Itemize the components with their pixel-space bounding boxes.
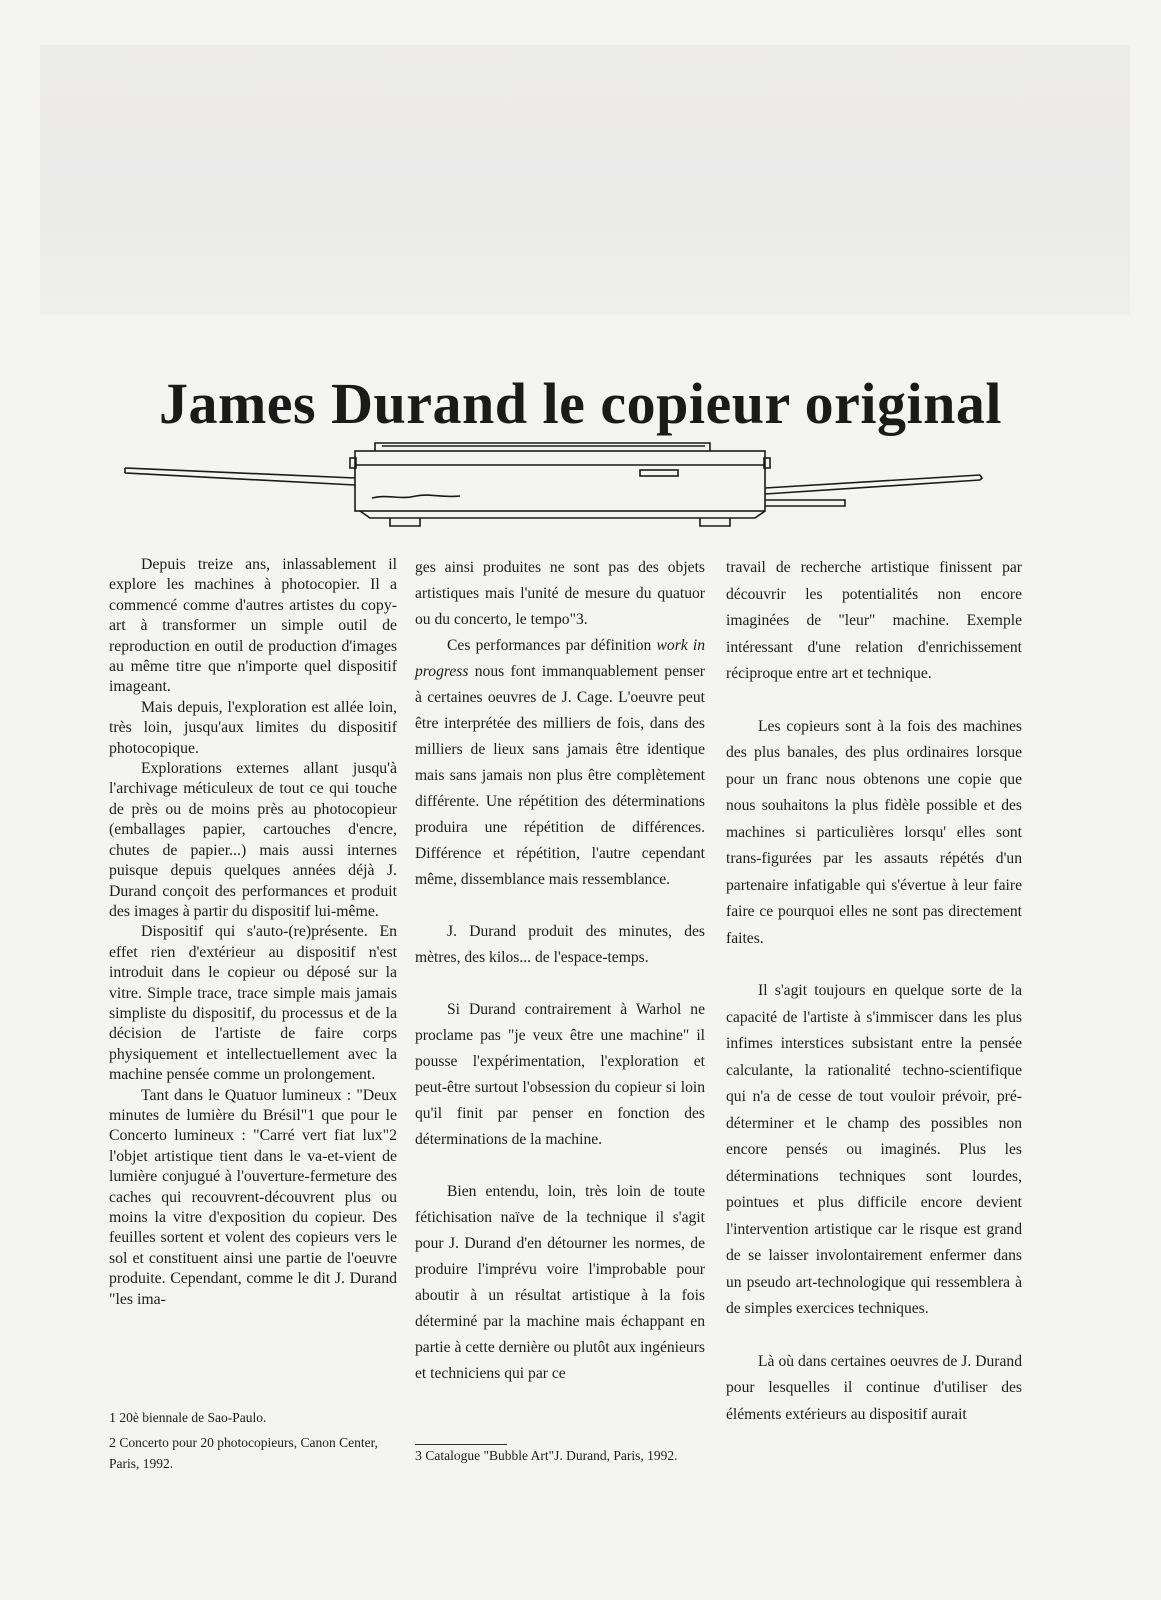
paragraph: Là où dans certaines oeuvres de J. Durand pour lesquelles il continue d'utiliser des éléments extérieurs au dispositif aurait xyxy=(726,1352,1022,1423)
paragraph: Mais depuis, l'exploration est allée loin, très loin, jusqu'aux limites du dispositif photocopique. xyxy=(109,698,397,757)
paragraph: Ces performances par définition work in progress nous font immanquablement penser à certaines oeuvres de J. Cage. L'oeuvre peut être interprétée des milliers de fois, dans des milliers de lieux sans jamais être identique mais sans jamais non plus être complètement différente. Une répétition des déterminations produira une répétition de différences. Différence et répétition, l'autre cependant même, dissemblance mais ressemblance. xyxy=(415,637,705,888)
paragraph: Tant dans le Quatuor lumineux : "Deux minutes de lumière du Brésil"1 que pour le Concerto lumineux : "Carré vert fiat lux"2 l'objet artistique tient dans le va-et-vient de lumière conjugué à l'ouverture-fermeture des caches qui recouvrent-découvrent plus ou moins la vitre d'exposition du copieur. Des feuilles sortent et volent des copieurs vers le sol et constituent ainsi une partie de l'oeuvre produite. Cependant, comme le dit J. Durand "les ima- xyxy=(109,1086,397,1308)
paragraph: ges ainsi produites ne sont pas des objets artistiques mais l'unité de mesure du quatuor ou du concerto, le tempo"3. xyxy=(415,559,705,628)
paragraph: Explorations externes allant jusqu'à l'archivage méticuleux de tout ce qui touche de près ou de moins près au photocopieur (emballages papier, cartouches d'encre, chutes de papier...) mais aussi internes puisque depuis quelques années déjà J. Durand conçoit des performances et produit des images à partir du dispositif lui-même. xyxy=(109,760,397,920)
footnote-3: 3 Catalogue "Bubble Art"J. Durand, Paris, 1992. xyxy=(415,1448,678,1464)
paragraph: Il s'agit toujours en quelque sorte de la capacité de l'artiste à s'immiscer dans les plus infimes interstices subsistant entre la pensée calculante, la rationalité techno-scientifique qui n'a de cesse de tout vouloir prévoir, pré-déterminer et le champ des possibles non encore pensés ou imaginés. Plus les déterminations techniques sont lourdes, pointues et plus difficile encore devient l'intervention artistique car le risque est grand de se laisser involontairement enfermer dans un pseudo art-technologique qui ressemblera à de simples exercices techniques. xyxy=(726,982,1022,1317)
paragraph: Bien entendu, loin, très loin de toute fétichisation naïve de la technique il s'agit pour J. Durand d'en détourner les normes, de produire l'imprévu voire l'improbable pour aboutir à un résultat artistique à la fois déterminé par la machine mais échappant en partie à cette dernière ou plutôt aux ingénieurs et techniciens qui par ce xyxy=(415,1183,705,1382)
paragraph: J. Durand produit des minutes, des mètres, des kilos... de l'espace-temps. xyxy=(415,923,705,966)
paragraph: Si Durand contrairement à Warhol ne proclame pas "je veux être une machine" il pousse l'expérimentation, l'exploration et peut-être surtout l'obsession du copieur si loin qu'il finit par penser en fonction des déterminations de la machine. xyxy=(415,1001,705,1148)
italic-phrase: work in progress xyxy=(415,637,705,680)
photocopier-illustration xyxy=(120,440,1010,540)
column-1 xyxy=(109,555,397,1310)
footnotes-middle xyxy=(415,1446,705,1471)
footnote-1: 1 20è biennale de Sao-Paulo. xyxy=(109,1410,267,1426)
paragraph: travail de recherche artistique finissent par découvrir les potentialités non encore imaginées de "leur" machine. Exemple intéressant d'une relation d'enrichissement réciproque entre art et technique. xyxy=(726,559,1022,682)
paragraph: Dispositif qui s'auto-(re)présente. En effet rien d'extérieur au dispositif n'est introduit dans le copieur ou déposé sur la vitre. Simple trace, trace simple mais jamais simpliste du dispositif, du processus et de la décision de l'artiste de faire corps physiquement et intellectuellement avec la machine pensée comme un prolongement. xyxy=(109,923,397,1084)
footnote-rule xyxy=(415,1444,507,1445)
paragraph: Les copieurs sont à la fois des machines des plus banales, des plus ordinaires lorsque pour un franc nous obtenons une copie que nous souhaitons la plus fidèle possible et des machines si particulières lorsqu' elles sont trans-figurées par les assauts répétés d'un partenaire infatigable qui s'évertue à leur faire faire ce pourquoi elles ne sont pas directement faites. xyxy=(726,717,1022,947)
footnotes-left xyxy=(109,1408,399,1478)
column-2 xyxy=(415,555,705,1387)
show-through-band xyxy=(40,45,1130,315)
paragraph: Depuis treize ans, inlassablement il explore les machines à photocopier. Il a commencé comme d'autres artistes du copy-art à transformer un simple outil de reproduction en outil de production d'images au même titre que n'importe quel dispositif imageant. xyxy=(109,556,397,696)
article-title: James Durand le copieur original xyxy=(158,371,1003,436)
footnote-2: 2 Concerto pour 20 photocopieurs, Canon Center, Paris, 1992. xyxy=(109,1435,378,1471)
column-3 xyxy=(726,555,1022,1428)
